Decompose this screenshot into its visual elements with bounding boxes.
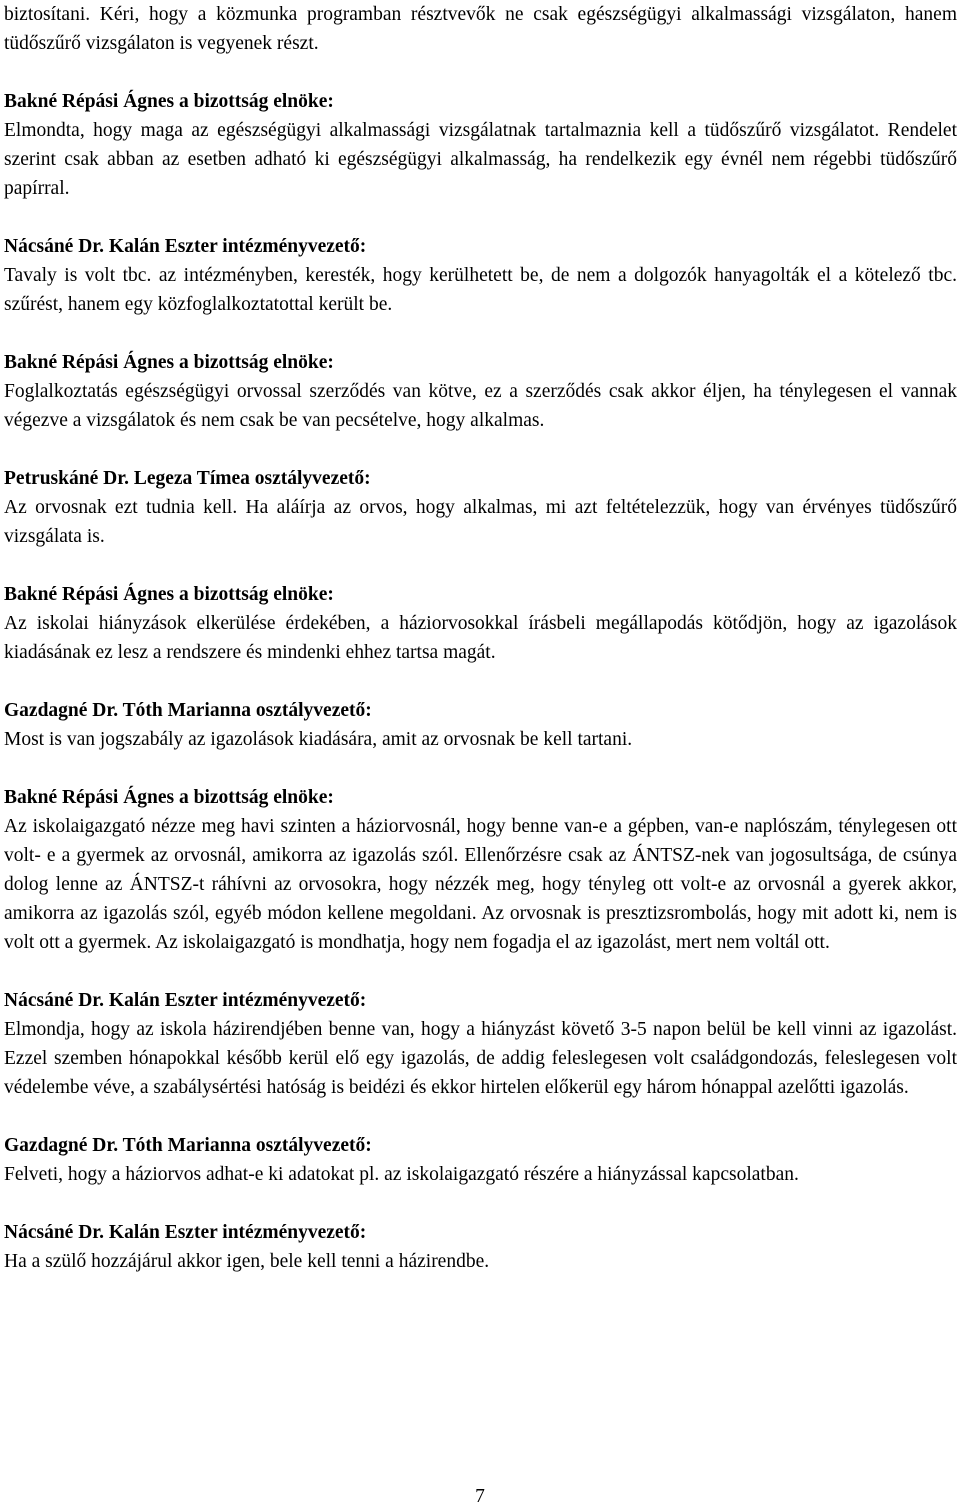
speaker-heading: Nácsáné Dr. Kalán Eszter intézményvezető: — [4, 236, 367, 257]
paragraph-gap — [4, 667, 957, 696]
paragraph: Most is van jogszabály az igazolások kiadására, amit az orvosnak be kell tartani. — [4, 729, 633, 750]
document-page — [4, 0, 957, 1276]
paragraph: Elmondja, hogy az iskola házirendjében benne van, hogy a hiányzást követő 3-5 napon belül be kell vinni az igazolást. Ezzel szemben hónapokkal később kerül elő egy igazolás, de addig feleslegesen volt családgondozás, feleslegesen volt védelembe véve, a szabálysértési hatóság is beidézi és ekkor hirtelen előkerül egy három hónappal azelőtti igazolás. — [4, 1019, 957, 1098]
paragraph-gap — [4, 1102, 957, 1131]
paragraph: Felveti, hogy a háziorvos adhat-e ki adatokat pl. az iskolaigazgató részére a hiányzással kapcsolatban. — [4, 1164, 799, 1185]
speaker-heading: Bakné Répási Ágnes a bizottság elnöke: — [4, 584, 334, 605]
paragraph: Ha a szülő hozzájárul akkor igen, bele kell tenni a házirendbe. — [4, 1251, 490, 1272]
paragraph: Az iskolaigazgató nézze meg havi szinten a háziorvosnál, hogy benne van-e a gépben, van-e naplószám, ténylegesen ott volt- e a gyermek az orvosnál, amikorra az igazolás szól. Ellenőrzésre csak az ÁNTSZ-nek van jogosultsága, de csúnya dolog lenne az ÁNTSZ-t ráhívni az orvosokra, hogy nézzék meg, hogy tényleg ott volt-e az orvosnál a gyerek akkor, amikorra az igazolás szól, egyéb módon kellene megoldani. Az orvosnak is presztizsrombolás, hogy mit adott ki, nem is volt ott a gyermek. Az iskolaigazgató is mondhatja, hogy nem fogadja el az igazolást, mert nem voltál ott. — [4, 816, 957, 953]
speaker-heading: Bakné Répási Ágnes a bizottság elnöke: — [4, 91, 334, 112]
speaker-heading: Nácsáné Dr. Kalán Eszter intézményvezető: — [4, 990, 367, 1011]
paragraph: Az orvosnak ezt tudnia kell. Ha aláírja az orvos, hogy alkalmas, mi azt feltételezzük, hogy van érvényes tüdőszűrő vizsgálata is. — [4, 497, 957, 547]
paragraph-gap — [4, 957, 957, 986]
paragraph-gap — [4, 754, 957, 783]
speaker-heading: Nácsáné Dr. Kalán Eszter intézményvezető: — [4, 1222, 367, 1243]
speaker-heading: Gazdagné Dr. Tóth Marianna osztályvezető: — [4, 700, 372, 721]
paragraph: Foglalkoztatás egészségügyi orvossal szerződés van kötve, ez a szerződés csak akkor éljen, ha ténylegesen el vannak végezve a vizsgálatok és nem csak be van pecsételve, hogy alkalmas. — [4, 381, 957, 431]
paragraph: Elmondta, hogy maga az egészségügyi alkalmassági vizsgálatnak tartalmaznia kell a tüdőszűrő vizsgálatot. Rendelet szerint csak abban az esetben adható ki egészségügyi alkalmasság, ha rendelkezik egy évnél nem régebbi tüdőszűrő papírral. — [4, 120, 957, 199]
paragraph-gap — [4, 203, 957, 232]
paragraph-gap — [4, 435, 957, 464]
paragraph-gap — [4, 58, 957, 87]
paragraph-gap — [4, 1189, 957, 1218]
speaker-heading: Bakné Répási Ágnes a bizottság elnöke: — [4, 352, 334, 373]
speaker-heading: Petruskáné Dr. Legeza Tímea osztályvezető: — [4, 468, 371, 489]
speaker-heading: Bakné Répási Ágnes a bizottság elnöke: — [4, 787, 334, 808]
page-number: 7 — [475, 1486, 485, 1507]
paragraph: Tavaly is volt tbc. az intézményben, keresték, hogy kerülhetett be, de nem a dolgozók hanyagolták el a kötelező tbc. szűrést, hanem egy közfoglalkoztatottal került be. — [4, 265, 957, 315]
paragraph-gap — [4, 551, 957, 580]
speaker-heading: Gazdagné Dr. Tóth Marianna osztályvezető: — [4, 1135, 372, 1156]
paragraph: Az iskolai hiányzások elkerülése érdekében, a háziorvosokkal írásbeli megállapodás kötődjön, hogy az igazolások kiadásának ez lesz a rendszere és mindenki ehhez tartsa magát. — [4, 613, 957, 663]
paragraph: biztosítani. Kéri, hogy a közmunka programban résztvevők ne csak egészségügyi alkalmassági vizsgálaton, hanem tüdőszűrő vizsgálaton is vegyenek részt. — [4, 4, 957, 54]
paragraph-gap — [4, 319, 957, 348]
